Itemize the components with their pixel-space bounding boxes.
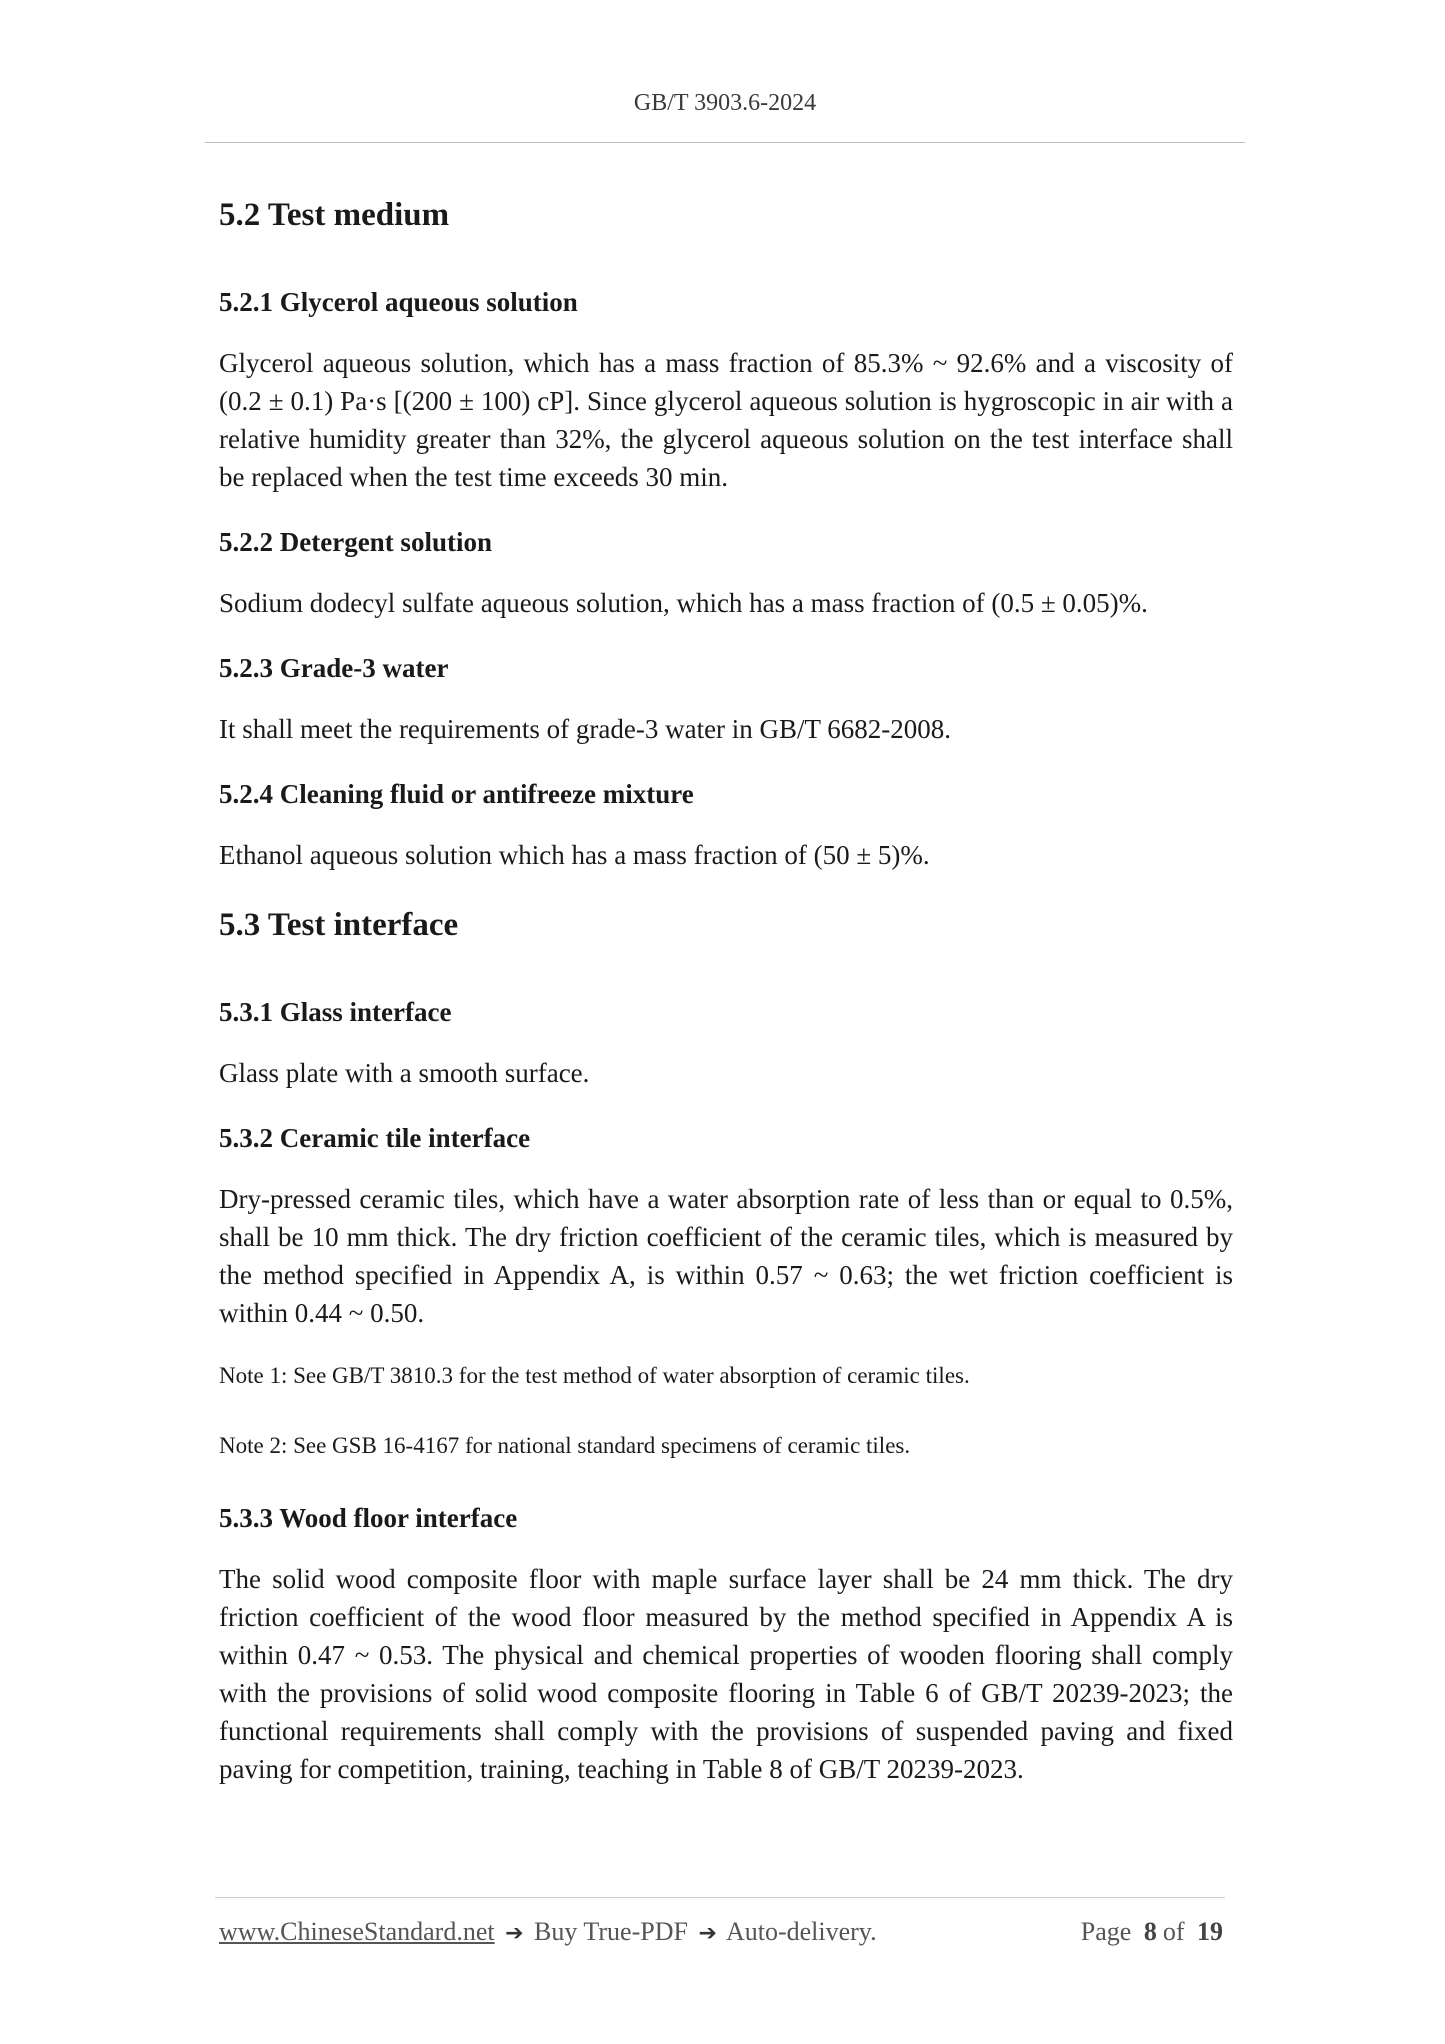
note-1: Note 1: See GB/T 3810.3 for the test method of water absorption of ceramic tiles. (219, 1363, 970, 1388)
auto-delivery-text: Auto-delivery. (725, 1917, 877, 1946)
page-number (1081, 1917, 1229, 1947)
page-footer (219, 1917, 1229, 1947)
paragraph-5-3-2: Dry-pressed ceramic tiles, which have a water absorption rate of less than or equal to 0.5%, shall be 10 mm thick. The dry friction coefficient of the ceramic tiles, which is measured by the method specified in Appendix A, is within 0.57 ~ 0.63; the wet friction coefficient is within 0.44 ~ 0.50. (219, 1184, 1233, 1328)
page-of-label: of (1162, 1917, 1185, 1946)
paragraph-5-2-2: Sodium dodecyl sulfate aqueous solution, which has a mass fraction of (0.5 ± 0.05)%. (219, 588, 1148, 618)
footer-divider (215, 1897, 1225, 1898)
subsection-title-5-2-1: 5.2.1 Glycerol aqueous solution (219, 287, 578, 317)
note-2: Note 2: See GSB 16-4167 for national standard specimens of ceramic tiles. (219, 1433, 911, 1458)
page-header: GB/T 3903.6-2024 (633, 90, 817, 116)
page-total: 19 (1197, 1917, 1223, 1946)
document-body (219, 190, 1233, 1814)
paragraph-5-3-3: The solid wood composite floor with maple surface layer shall be 24 mm thick. The dry friction coefficient of the wood floor measured by the method specified in Appendix A is within 0.47 ~ 0.53. The physical and chemical properties of wooden flooring shall comply with the provisions of solid wood composite flooring in Table 6 of GB/T 20239-2023; the functional requirements shall comply with the provisions of suspended paving and fixed paving for competition, training, teaching in Table 8 of GB/T 20239-2023. (219, 1564, 1233, 1784)
paragraph-5-2-1: Glycerol aqueous solution, which has a mass fraction of 85.3% ~ 92.6% and a viscosity of (0.2 ± 0.1) Pa·s [(200 ± 100) cP]. Since glycerol aqueous solution is hygroscopic in air with a relative humidity greater than 32%, the glycerol aqueous solution on the test interface shall be replaced when the test time exceeds 30 min. (219, 348, 1233, 492)
arrow-right-icon: ➔ (505, 1921, 524, 1946)
subsection-title-5-3-2: 5.3.2 Ceramic tile interface (219, 1123, 531, 1153)
subsection-title-5-2-4: 5.2.4 Cleaning fluid or antifreeze mixture (219, 779, 694, 809)
arrow-right-icon: ➔ (698, 1921, 717, 1946)
subsection-title-5-3-3: 5.3.3 Wood floor interface (219, 1503, 518, 1533)
section-title-5-2: 5.2 Test medium (219, 197, 450, 233)
subsection-title-5-2-2: 5.2.2 Detergent solution (219, 527, 492, 557)
page-label: Page (1080, 1917, 1132, 1946)
page-current: 8 (1143, 1917, 1157, 1946)
subsection-title-5-3-1: 5.3.1 Glass interface (219, 997, 452, 1027)
header-divider (205, 142, 1245, 143)
website-link[interactable]: www.ChineseStandard.net (219, 1917, 495, 1946)
paragraph-5-2-3: It shall meet the requirements of grade-3 water in GB/T 6682-2008. (219, 714, 952, 744)
subsection-title-5-2-3: 5.2.3 Grade-3 water (219, 653, 449, 683)
section-title-5-3: 5.3 Test interface (219, 907, 459, 943)
paragraph-5-2-4: Ethanol aqueous solution which has a mass fraction of (50 ± 5)%. (219, 840, 930, 870)
paragraph-5-3-1: Glass plate with a smooth surface. (219, 1058, 590, 1088)
buy-true-pdf-text: Buy True-PDF (534, 1917, 688, 1946)
